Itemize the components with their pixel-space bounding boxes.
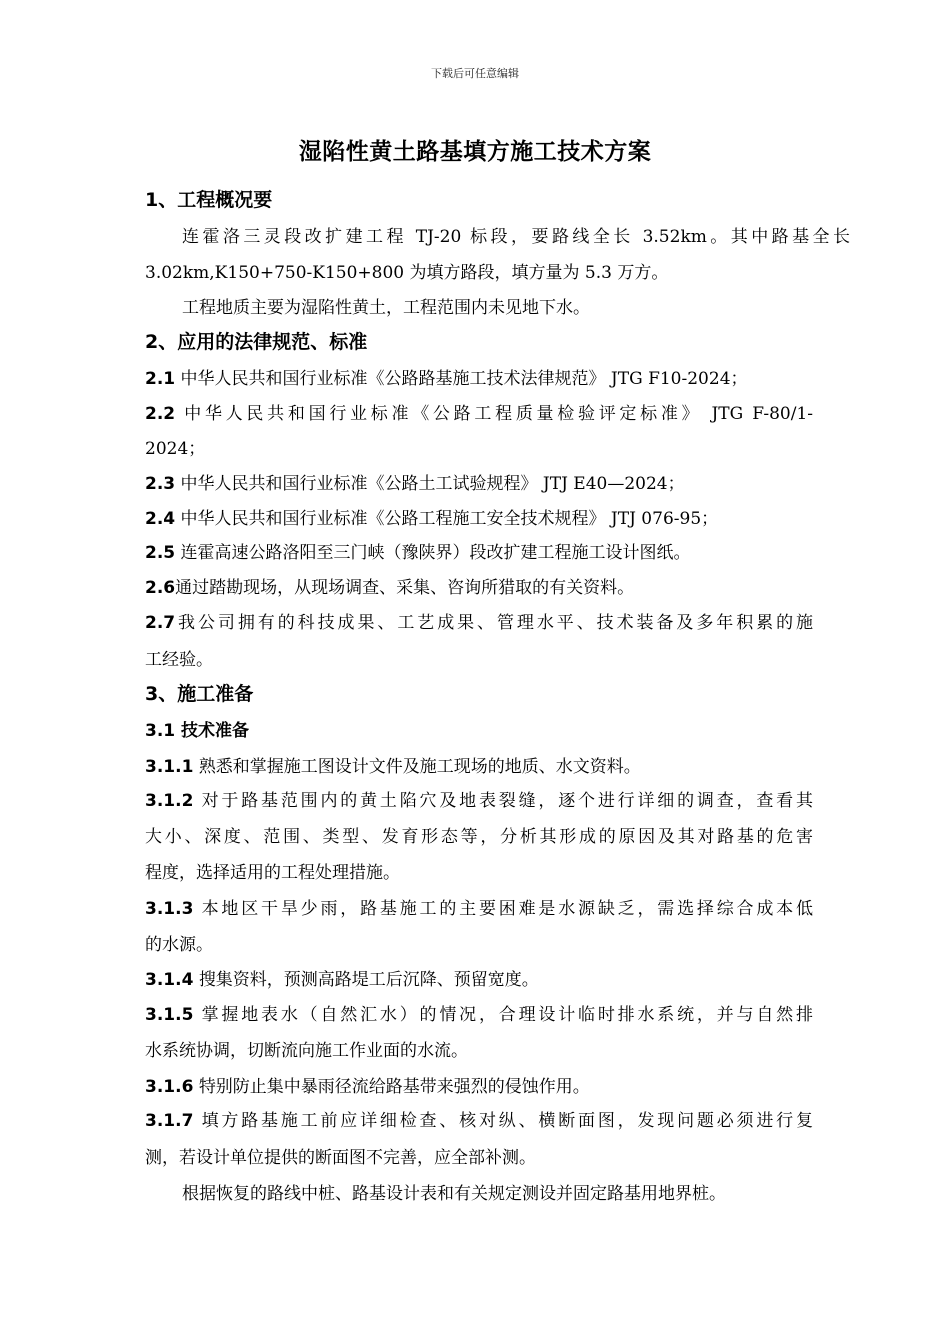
item-text: 本地区干旱少雨，路基施工的主要困难是水源缺乏，需选择综合成本低 <box>201 899 813 919</box>
item-text: 中华人民共和国行业标准《公路工程施工安全技术规程》 JTJ 076-95； <box>180 509 719 529</box>
item-number: 2.2 <box>145 404 176 424</box>
item-number: 3.1.2 <box>145 791 194 811</box>
item-text: 搜集资料，预测高路堤工后沉降、预留宽度。 <box>198 970 539 990</box>
item-text: 中华人民共和国行业标准《公路路基施工技术法律规范》 JTG F10-2024； <box>180 369 748 389</box>
subsection-heading: 3.1 技术准备 <box>145 721 250 741</box>
list-item <box>145 367 813 391</box>
section-1-paragraph-line: 3.02km,K150+750-K150+800 为填方路段，填方量为 5.3 万方。 <box>145 263 669 283</box>
item-text: 中华人民共和国行业标准《公路工程质量检验评定标准》 JTG F-80/1- <box>184 404 813 424</box>
list-item-continuation: 的水源。 <box>145 935 213 955</box>
item-number: 3.1.3 <box>145 899 194 919</box>
section-2-heading: 2、应用的法律规范、标准 <box>145 331 368 353</box>
item-text: 掌握地表水（自然汇水）的情况，合理设计临时排水系统，并与自然排 <box>201 1005 813 1025</box>
item-number: 3.1.6 <box>145 1077 194 1097</box>
item-text: 对于路基范围内的黄土陷穴及地表裂缝，逐个进行详细的调查，查看其 <box>201 791 813 811</box>
item-text: 我公司拥有的科技成果、工艺成果、管理水平、技术装备及多年积累的施 <box>175 613 813 633</box>
list-item-continuation: 水系统协调，切断流向施工作业面的水流。 <box>145 1041 468 1061</box>
list-item <box>145 611 813 635</box>
list-item-continuation: 程度，选择适用的工程处理措施。 <box>145 863 400 883</box>
item-text: 熟悉和掌握施工图设计文件及施工现场的地质、水文资料。 <box>198 757 641 777</box>
section-3-heading: 3、施工准备 <box>145 683 254 705</box>
item-number: 2.3 <box>145 474 176 494</box>
page-header-note: 下载后可任意编辑 <box>431 67 519 80</box>
list-item <box>145 1003 813 1027</box>
item-number: 2.1 <box>145 369 176 389</box>
item-number: 3.1.1 <box>145 757 194 777</box>
list-item <box>145 507 813 531</box>
list-item <box>145 789 813 813</box>
section-1-paragraph-line: 连霍洛三灵段改扩建工程 TJ-20 标段，要路线全长 3.52km。其中路基全长 <box>182 227 850 247</box>
list-item <box>145 541 813 565</box>
list-item <box>145 755 813 779</box>
list-item <box>145 1109 813 1133</box>
list-item <box>145 1075 813 1099</box>
item-text: 特别防止集中暴雨径流给路基带来强烈的侵蚀作用。 <box>198 1077 590 1097</box>
item-text: 通过踏勘现场，从现场调查、采集、咨询所猎取的有关资料。 <box>175 578 635 598</box>
item-number: 2.7 <box>145 613 176 633</box>
list-item <box>145 968 813 992</box>
list-item-continuation: 大小、深度、范围、类型、发育形态等，分析其形成的原因及其对路基的危害 <box>145 827 813 847</box>
list-item-continuation: 2024； <box>145 439 206 459</box>
section-1-heading: 1、工程概况要 <box>145 189 273 211</box>
item-number: 3.1.7 <box>145 1111 194 1131</box>
item-number: 2.5 <box>145 543 176 563</box>
document-title: 湿陷性黄土路基填方施工技术方案 <box>298 139 652 165</box>
section-1-paragraph: 工程地质主要为湿陷性黄土，工程范围内未见地下水。 <box>182 298 590 318</box>
list-item <box>145 897 813 921</box>
list-item-continuation: 测，若设计单位提供的断面图不完善，应全部补测。 <box>145 1148 536 1168</box>
item-number: 3.1.5 <box>145 1005 194 1025</box>
item-number: 2.6 <box>145 578 176 598</box>
closing-paragraph: 根据恢复的路线中桩、路基设计表和有关规定测设并固定路基用地界桩。 <box>182 1184 726 1204</box>
item-text: 连霍高速公路洛阳至三门峡（豫陕界）段改扩建工程施工设计图纸。 <box>180 543 691 563</box>
list-item <box>145 472 813 496</box>
item-text: 中华人民共和国行业标准《公路土工试验规程》 JTJ E40—2024； <box>180 474 685 494</box>
list-item <box>145 402 813 426</box>
item-text: 填方路基施工前应详细检查、核对纵、横断面图，发现问题必须进行复 <box>201 1111 813 1131</box>
item-number: 2.4 <box>145 509 176 529</box>
item-number: 3.1.4 <box>145 970 194 990</box>
list-item-continuation: 工经验。 <box>145 650 213 670</box>
list-item <box>145 576 813 600</box>
